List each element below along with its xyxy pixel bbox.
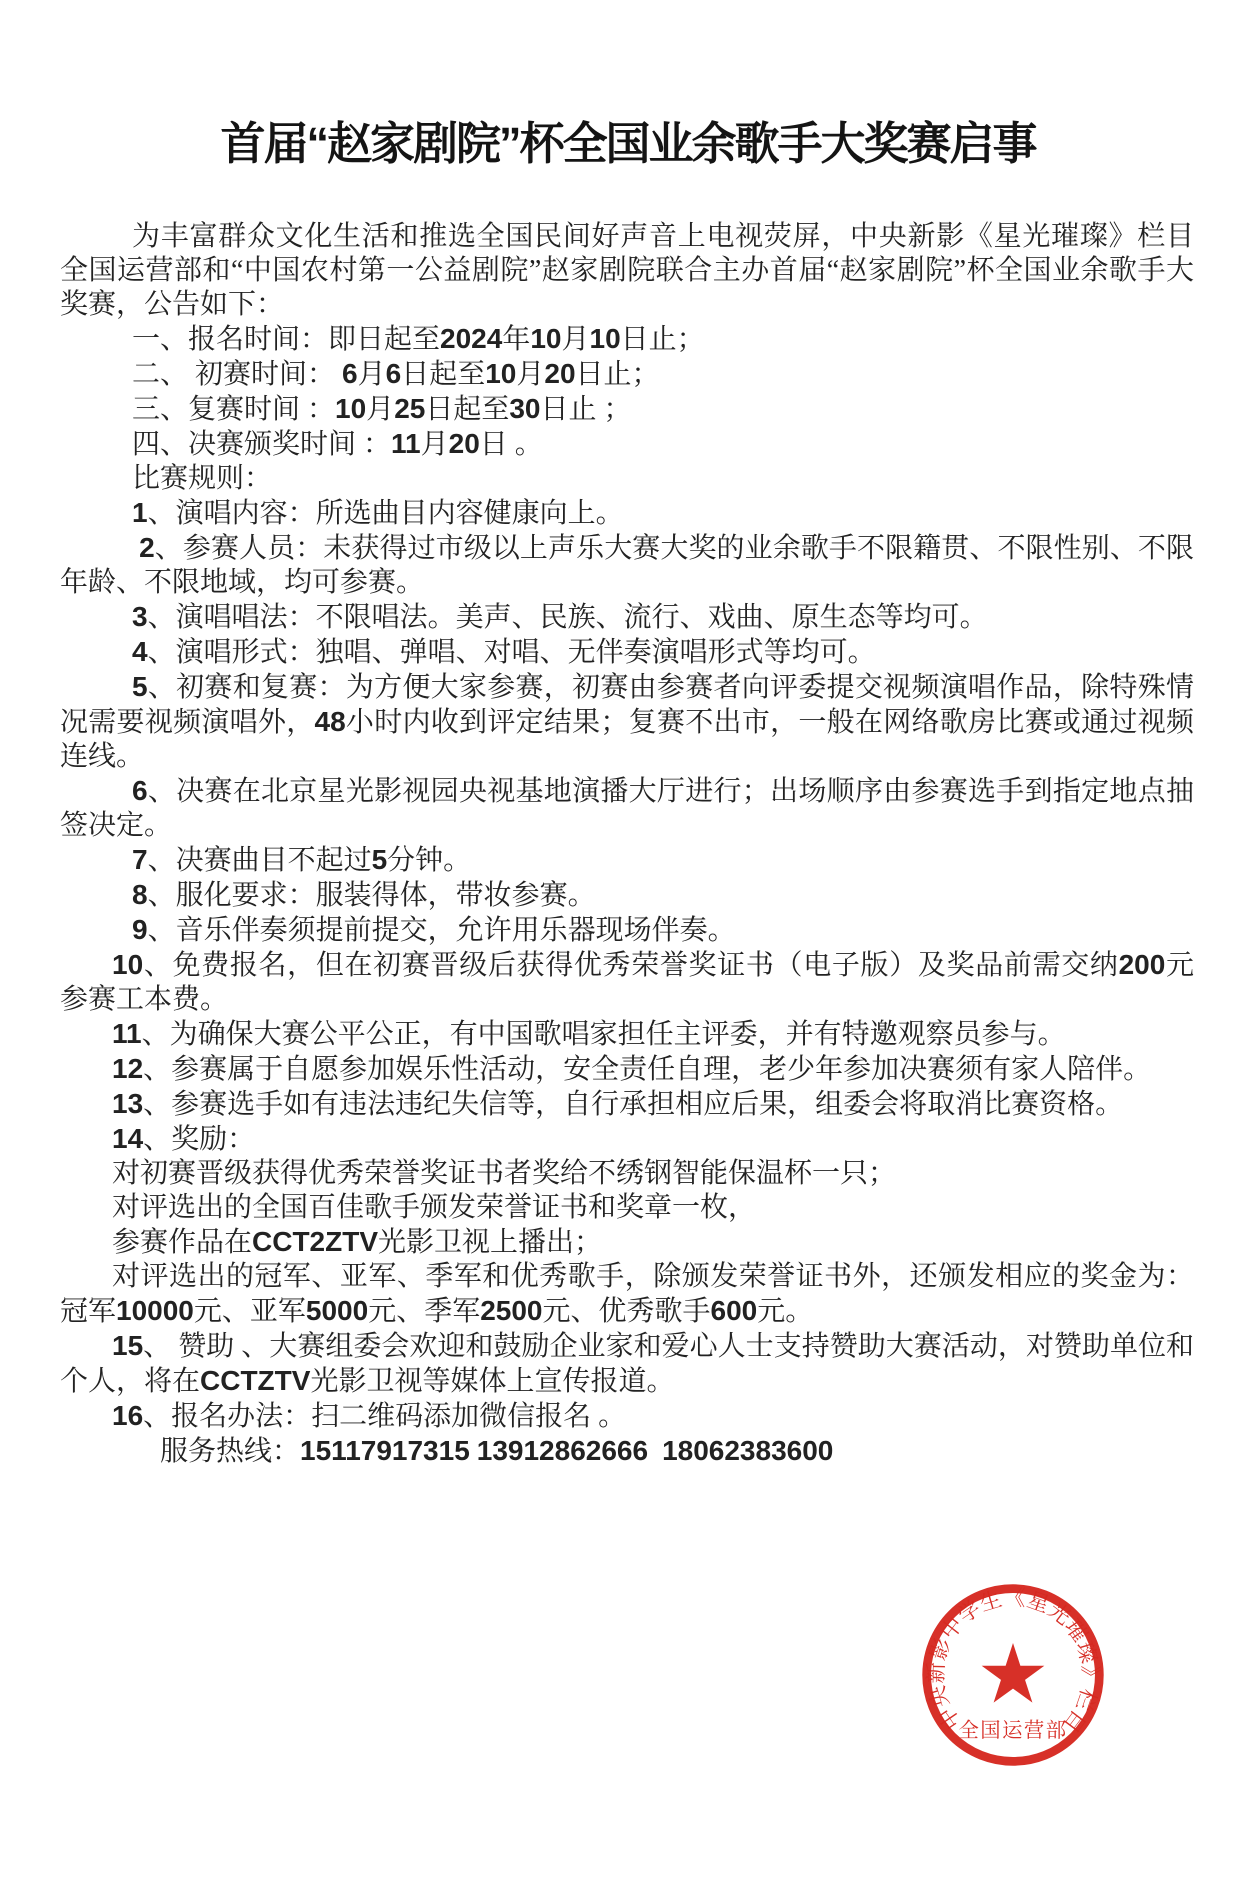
seal-arc-text-holder (924, 1586, 1102, 1737)
rule-13: 13、参赛选手如有违法违纪失信等，自行承担相应后果，组委会将取消比赛资格。 (112, 1087, 1124, 1120)
rule-14-awards-heading: 14、奖励： (112, 1122, 256, 1155)
schedule-preliminary: 二、 初赛时间： 6月6日起至10月20日止； (132, 357, 660, 390)
rule-12: 12、参赛属于自愿参加娱乐性活动，安全责任自理，老少年参加决赛须有家人陪伴。 (112, 1052, 1152, 1085)
service-hotline: 服务热线：15117917315 13912862666 18062383600 (160, 1434, 834, 1467)
official-seal (916, 1578, 1110, 1772)
rule-3: 3、演唱唱法：不限唱法。美声、民族、流行、戏曲、原生态等均可。 (132, 600, 988, 633)
rule-6: 6、决赛在北京星光影视园央视基地演播大厅进行；出场顺序由参赛选手到指定地点抽签决定。 (60, 774, 1194, 841)
rule-10: 10、免费报名，但在初赛晋级后获得优秀荣誉奖证书（电子版）及奖品前需交纳200元参赛工本费。 (60, 948, 1194, 1015)
intro-paragraph: 为丰富群众文化生活和推选全国民间好声音上电视荧屏，中央新影《星光璀璨》栏目全国运营部和“中国农村第一公益剧院”赵家剧院联合主办首届“赵家剧院”杯全国业余歌手大奖赛，公告如下： (60, 220, 1194, 320)
rule-5: 5、初赛和复赛：为方便大家参赛，初赛由参赛者向评委提交视频演唱作品，除特殊情况需要视频演唱外，48小时内收到评定结果；复赛不出市，一般在网络歌房比赛或通过视频连线。 (60, 670, 1194, 772)
rule-15-sponsorship: 15、 赞助 、大赛组委会欢迎和鼓励企业家和爱心人士支持赞助大赛活动，对赞助单位和个人，将在CCTZTV光影卫视等媒体上宣传报道。 (60, 1329, 1194, 1397)
rule-2: 2、参赛人员：未获得过市级以上声乐大赛大奖的业余歌手不限籍贯、不限性别、不限年龄、不限地域，均可参赛。 (60, 531, 1194, 598)
rules-heading: 比赛规则： (132, 462, 273, 494)
star-icon (982, 1643, 1045, 1703)
award-line-4: 对评选出的冠军、亚军、季军和优秀歌手，除颁发荣誉证书外，还颁发相应的奖金为：冠军10000元、亚军5000元、季军2500元、优秀歌手600元。 (60, 1260, 1194, 1327)
rule-11: 11、为确保大赛公平公正，有中国歌唱家担任主评委，并有特邀观察员参与。 (112, 1017, 1066, 1050)
rule-7: 7、决赛曲目不起过5分钟。 (132, 843, 472, 876)
award-line-3: 参赛作品在CCT2ZTV光影卫视上播出； (112, 1225, 603, 1258)
schedule-semifinal: 三、复赛时间 ：10月25日起至30日止 ； (132, 392, 632, 425)
rule-8: 8、服化要求：服装得体，带妆参赛。 (132, 878, 596, 911)
seal-graphic (916, 1578, 1110, 1772)
award-line-2: 对评选出的全国百佳歌手颁发荣誉证书和奖章一枚， (112, 1191, 757, 1223)
rule-4: 4、演唱形式：独唱、弹唱、对唱、无伴奏演唱形式等均可。 (132, 635, 876, 668)
award-line-1: 对初赛晋级获得优秀荣誉奖证书者奖给不绣钢智能保温杯一只； (112, 1157, 897, 1189)
seal-arc-text: 中央新影中学生《星光璀璨》栏目 (923, 1585, 1103, 1738)
rule-1: 1、演唱内容：所选曲目内容健康向上。 (132, 496, 624, 529)
schedule-final: 四、决赛颁奖时间 ：11月20日 。 (132, 427, 543, 460)
rule-9: 9、音乐伴奏须提前提交，允许用乐器现场伴奏。 (132, 913, 736, 946)
seal-ring (927, 1589, 1100, 1762)
document-title: 首届“赵家剧院”杯全国业余歌手大奖赛启事 (220, 118, 1036, 169)
seal-department-text: 全国运营部 (958, 1720, 1068, 1743)
rule-16-signup-method: 16、报名办法：扫二维码添加微信报名 。 (112, 1399, 627, 1432)
document-body (60, 220, 1194, 1469)
schedule-signup: 一、报名时间：即日起至2024年10月10日止； (132, 322, 705, 355)
